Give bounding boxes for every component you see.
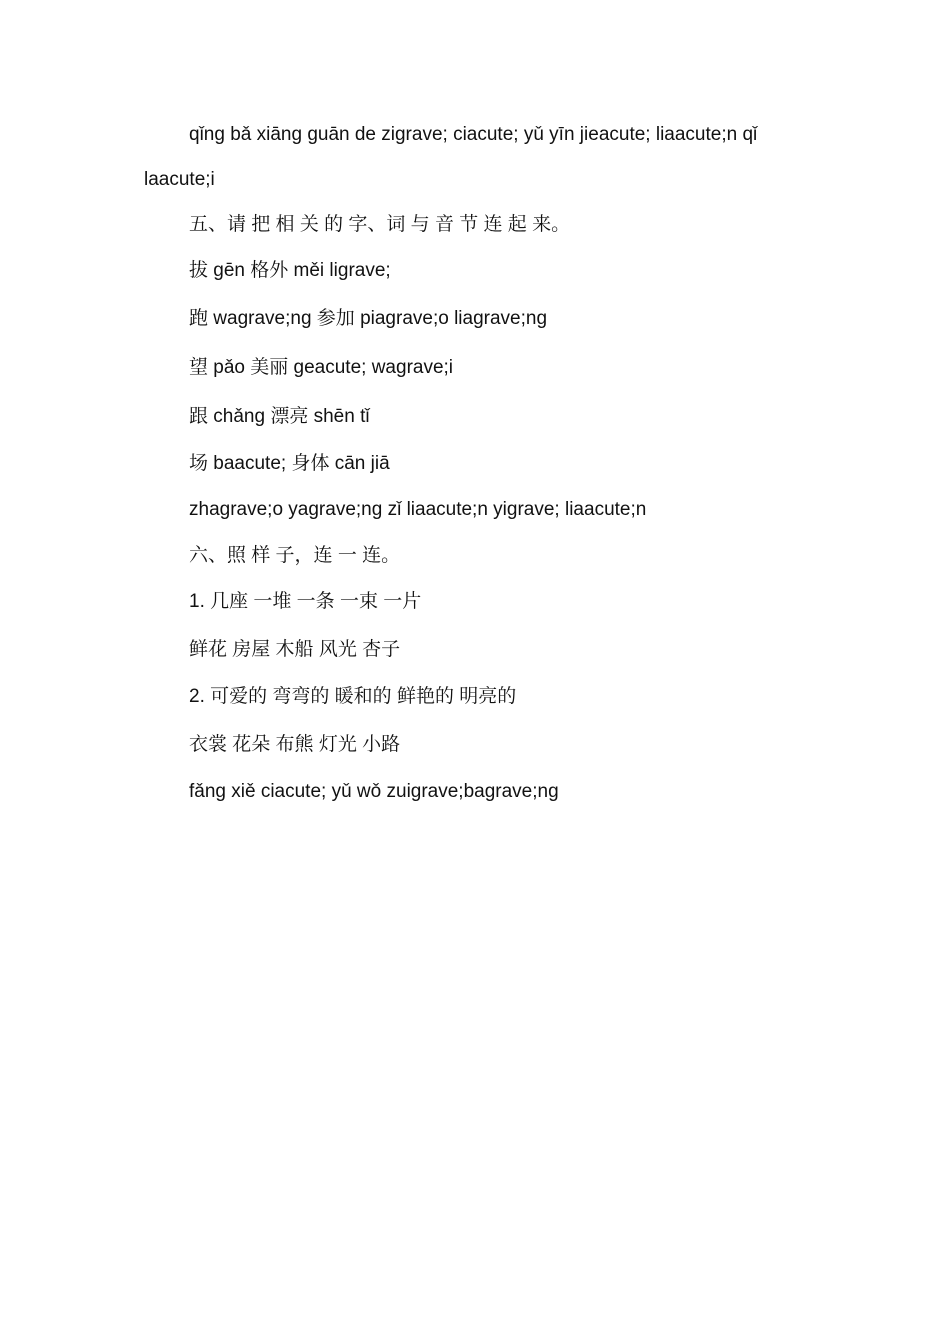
pinyin-instruction-line: qǐng bǎ xiāng guān de zigrave; ciacute; yǔ yīn jieacute; liaacute;n qǐ laacute;i xyxy=(144,124,758,190)
section-six-heading: 六、照 样 子，连 一 连。 xyxy=(189,545,401,566)
exercise-1-nouns: 鲜花 房屋 木船 风光 杏子 xyxy=(189,639,401,660)
exercise-1-measure-words: 1. 几座 一堆 一条 一束 一片 xyxy=(189,591,422,612)
section-five-heading: 五、请 把 相 关 的 字、词 与 音 节 连 起 来。 xyxy=(189,214,571,235)
pinyin-instruction-line-3: fǎng xiě ciacute; yǔ wǒ zuigrave;bagrave;ng xyxy=(189,781,559,802)
document-body xyxy=(144,112,808,815)
match-row-2: 跑 wagrave;ng 参加 piagrave;o liagrave;ng xyxy=(189,308,548,329)
match-row-5: 场 baacute; 身体 cān jiā xyxy=(189,453,390,474)
exercise-2-adjectives: 2. 可爱的 弯弯的 暖和的 鲜艳的 明亮的 xyxy=(189,686,517,707)
match-row-3: 望 pǎo 美丽 geacute; wagrave;i xyxy=(189,357,454,378)
exercise-2-nouns: 衣裳 花朵 布熊 灯光 小路 xyxy=(189,734,401,755)
pinyin-instruction-line-2: zhagrave;o yagrave;ng zǐ liaacute;n yigrave; liaacute;n xyxy=(189,499,647,520)
match-row-4: 跟 chǎng 漂亮 shēn tǐ xyxy=(189,406,370,427)
match-row-1: 拔 gēn 格外 měi ligrave; xyxy=(189,260,391,281)
